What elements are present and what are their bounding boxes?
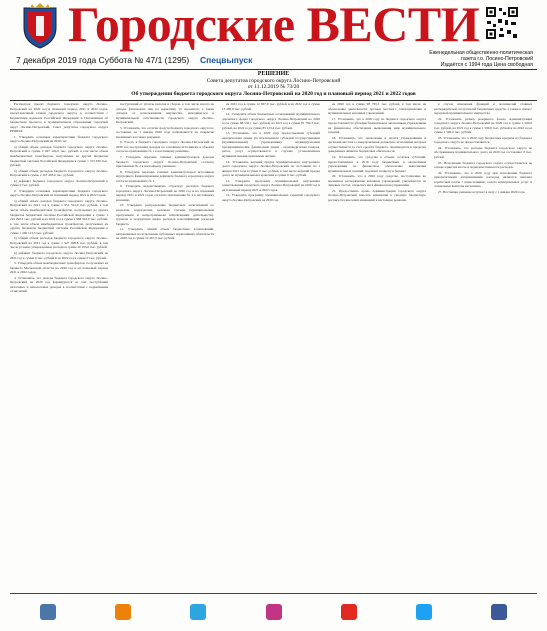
article-paragraph: в случае изменения функций и полномочий главных распорядителей, получателей бюджетных средств, а также в связи с передачей муниципального имущества. [434, 102, 532, 116]
article-paragraph: 9. Утвердить ведомственную структуру расходов бюджета городского округа Лосино-Петровский на 2020 год и на плановый период 2021 и 2022 годов согласно приложению № 4 к настоящему решению. [116, 184, 214, 202]
facebook-icon[interactable] [491, 604, 507, 620]
vk-icon[interactable] [40, 604, 56, 620]
article-paragraph: 25. Исполнение бюджета городского округа осуществляется на основе единства кассы и подведомственности расходов. [434, 160, 532, 170]
article-paragraph: 6. Учесть в бюджете городского округа Лосино-Петровский на 2020 год поступления доходов по основным источникам в объемах согласно приложению № 1 к настоящему решению. [116, 140, 214, 154]
article-paragraph: 11. Утвердить общий объем бюджетных ассигнований, направляемых на исполнение публичных нормативных обязательств на 2020 год в сумме 12 467,0 тыс. рублей. [116, 227, 214, 241]
dateline [10, 52, 537, 68]
decision-header [10, 71, 537, 97]
youtube-icon[interactable] [341, 604, 357, 620]
decision-body-line: от 11.12.2019 № 73/20 [247, 84, 300, 91]
odnoklassniki-icon[interactable] [115, 604, 131, 620]
article-paragraph: в) дефицит бюджета городского округа Лосино-Петровский в сумме 0 тыс. рублей. [10, 178, 108, 188]
article-paragraph: 15. Утвердить программу муниципальных внутренних заимствований городского округа Лосино-Петровский на 2020 год и на плановый период 2021 и 2022 годов. [222, 178, 320, 192]
decision-title: Об утверждении бюджета городского округа Лосино-Петровский на 2020 год и плановый период 2021 и 2022 годов [131, 90, 416, 97]
article-paragraph: 4. Установить, что доходы бюджета городского округа Лосино-Петровский на 2020 год формируются за счет поступлений налоговых и неналоговых доходов в соответствии с нормативами отчислений. [10, 275, 108, 294]
article-paragraph: на 2021 год в сумме 12 967,0 тыс. рублей и на 2022 год в сумме 13 485,0 тыс. рублей. [222, 102, 320, 111]
article-paragraph: 18. Установить, что заключение и оплата учреждениями и органами местного самоуправления договоров, исполнение которых осуществляется за счет средств бюджета, производятся в пределах доведенных лимитов бюджетных обязательств. [328, 135, 426, 154]
article-paragraph: 8. Утвердить перечень главных администраторов источников внутреннего финансирования дефицита бюджета городского округа согласно приложению № 3. [116, 169, 214, 183]
article-paragraph: 5. Установить, что остатки средств бюджета городского округа по состоянию на 1 января 2020 года направляются на покрытие временных кассовых разрывов. [116, 125, 214, 139]
article-paragraph: 16. Утвердить программу муниципальных гарантий городского округа Лосино-Петровский на 2020 год. [222, 193, 320, 202]
article-paragraph: 14. Установить верхний предел муниципального внутреннего долга городского округа Лосино-Петровский по состоянию на 1 января 2021 года в сумме 0 тыс. рублей, в том числе верхний предел долга по муниципальным гарантиям в сумме 0 тыс. рублей. [222, 159, 320, 178]
article-paragraph: 23. Установить, что в 2020 году бюджетные кредиты из бюджета городского округа не предоставляются. [434, 135, 532, 145]
divider [10, 69, 537, 70]
article-column [116, 102, 214, 589]
qr-code-icon [485, 6, 519, 40]
publication-info-line: газета г.о. Лосино-Петровский [461, 56, 533, 62]
article-paragraph: 12. Утвердить объем бюджетных ассигнований муниципального дорожного фонда городского округа Лосино-Петровский на 2020 год в сумме 98 532,1 тыс. рублей, на 2021 год в сумме 81 764,3 тыс. рублей, на 2022 год в сумме 85 123,4 тыс. рублей. [222, 112, 320, 130]
article-paragraph: 26. Установить, что в 2020 году при исполнении бюджета приоритетными направлениями расходов являются выплата заработной платы с начислениями, оплата коммунальных услуг и социальные выплаты населению. [434, 170, 532, 189]
article-paragraph: на 2020 год в сумме 98 765,1 тыс. рублей, в том числе на обеспечение деятельности органов местного самоуправления и муниципальных казенных учреждений. [328, 102, 426, 116]
publication-info-line: Издаётся с 1994 года Цена свободная [440, 62, 533, 68]
article-column [10, 102, 108, 589]
publication-info-line: Еженедельная общественно-политическая [429, 50, 533, 56]
article-paragraph: 1. Утвердить основные характеристики бюджета городского округа Лосино-Петровский на 2020 год: [10, 134, 108, 144]
article-paragraph: 20. Установить, что в 2020 году средства, поступающие во временное распоряжение казенных учреждений, учитываются на лицевых счетах, открытых им в финансовом управлении. [328, 174, 426, 188]
newspaper-title: Городские ВЕСТИ [68, 0, 480, 52]
article-paragraph: б) общий объем расходов бюджета городского округа Лосино-Петровский на 2021 год в сумме 1 927 908,8 тыс. рублей, в том числе условно утвержденные расходы в сумме 20 193,0 тыс. рублей; [10, 236, 108, 250]
telegram-icon[interactable] [190, 604, 206, 620]
publication-info [429, 50, 533, 68]
divider [10, 100, 537, 101]
article-paragraph: а) общий объем доходов бюджета городского округа Лосино-Петровский на 2021 год в сумме 1 951 561,0 тыс. рублей, в том числе объем межбюджетных трансфертов, получаемых из других бюджетов бюджетной системы Российской Федерации в сумме 1 216 296,1 тыс. рублей и на 2022 год в сумме 1 983 543,0 тыс. рублей, в том числе объем межбюджетных трансфертов, получаемых из других бюджетов бюджетной системы Российской Федерации в сумме 1 260 113,3 тыс. рублей; [10, 198, 108, 235]
social-footer [10, 593, 537, 630]
article-column [434, 102, 532, 589]
article-paragraph: 7. Утвердить перечень главных администраторов доходов бюджета городского округа Лосино-Петровский согласно приложению № 2 к настоящему решению. [116, 155, 214, 169]
article-paragraph: 19. Установить, что средства в объеме остатков субсидий, предоставленных в 2019 году бюджетным и автономным учреждениям на финансовое обеспечение выполнения муниципальных заданий, подлежат возврату в бюджет. [328, 155, 426, 173]
article-paragraph: а) общий объем доходов бюджета городского округа Лосино-Петровский в сумме 2 047 164,0 тыс. рублей, в том числе объем межбюджетных трансфертов, получаемых из других бюджетов бюджетной системы Российской Федерации в сумме 1 315 650 тыс. рублей; [10, 144, 108, 168]
article-paragraph: 2. Утвердить основные характеристики бюджета городского округа Лосино-Петровский на плановый период 2021 и 2022 годов: [10, 188, 108, 198]
article-paragraph: поступлений от уплаты налогов и сборов, в том числе налога на доходы физических лиц по нормативу 15 процентов, а также доходов от использования имущества, находящегося в муниципальной собственности городского округа Лосино-Петровский. [116, 102, 214, 125]
article-paragraph: 24. Установить, что расходы бюджета городского округа на обслуживание муниципального долга на 2020 год составляют 0 тыс. рублей. [434, 145, 532, 160]
article-paragraph: 27. Настоящее решение вступает в силу с 1 января 2020 года. [438, 189, 526, 194]
article-paragraph: 22. Установить размер резервного фонда Администрации городского округа Лосино-Петровский на 2020 год в сумме 1 500,0 тыс. рублей, на 2021 год в сумме 1 500,0 тыс. рублей и на 2022 год в сумме 1 500,0 тыс. рублей. [434, 116, 532, 135]
article-paragraph: 10. Утвердить распределение бюджетных ассигнований по разделам, подразделам, целевым статьям (муниципальным программам и непрограммным направлениям деятельности), группам и подгруппам видов расходов классификации расходов бюджета. [116, 203, 214, 226]
special-issue-label: Спецвыпуск [200, 55, 253, 65]
issue-date: 7 декабря 2019 года Суббота № 47/1 (1295) [16, 55, 190, 65]
twitter-icon[interactable] [416, 604, 432, 620]
article-paragraph: 21. Предоставить право Администрации городского округа Лосино-Петровский вносить изменения в сводную бюджетную роспись без внесения изменений в настоящее решение. [328, 188, 426, 202]
article-columns [10, 102, 537, 589]
article-paragraph: Рассмотрев проект бюджета городского округа Лосино-Петровский на 2020 год и плановый период 2021 и 2022 годов, представленный главой городского округа, в соответствии с Бюджетным кодексом Российской Федерации и Положением об бюджетном процессе в муниципальном образовании городской округ Лосино-Петровский, Совет депутатов городского округа РЕШИЛ: [10, 102, 108, 134]
article-paragraph: б) общий объем расходов бюджета городского округа Лосино-Петровский в сумме 2 167 493,6 тыс. рублей; [10, 168, 108, 178]
article-column [222, 102, 320, 589]
article-column [328, 102, 426, 589]
article-paragraph: 13. Установить, что в 2020 году предоставление субсидий юридическим лицам (за исключением субсидий государственным (муниципальным) учреждениям), индивидуальным предпринимателям, физическим лицам - производителям товаров, работ, услуг осуществляется в случаях, установленных муниципальными правовыми актами. [222, 131, 320, 159]
decision-body-line: Совета депутатов городского округа Лосино-Петровский [206, 77, 341, 84]
article-paragraph: 17. Установить, что в 2020 году из бюджета городского округа предоставляются субсидии бюджетным и автономным учреждениям на финансовое обеспечение выполнения ими муниципального задания. [328, 116, 426, 135]
coat-of-arms-icon [20, 2, 60, 50]
article-paragraph: в) дефицит бюджета городского округа Лосино-Петровский на 2021 год в сумме 0 тыс. рублей и на 2022 год в сумме 0 тыс. рублей. [10, 250, 108, 260]
instagram-icon[interactable] [266, 604, 282, 620]
article-paragraph: 3. Утвердить объем межбюджетных трансфертов, получаемых из бюджета Московской области на 2020 год и на плановый период 2021 и 2022 годов. [10, 261, 108, 275]
decision-heading: РЕШЕНИЕ [257, 71, 290, 77]
